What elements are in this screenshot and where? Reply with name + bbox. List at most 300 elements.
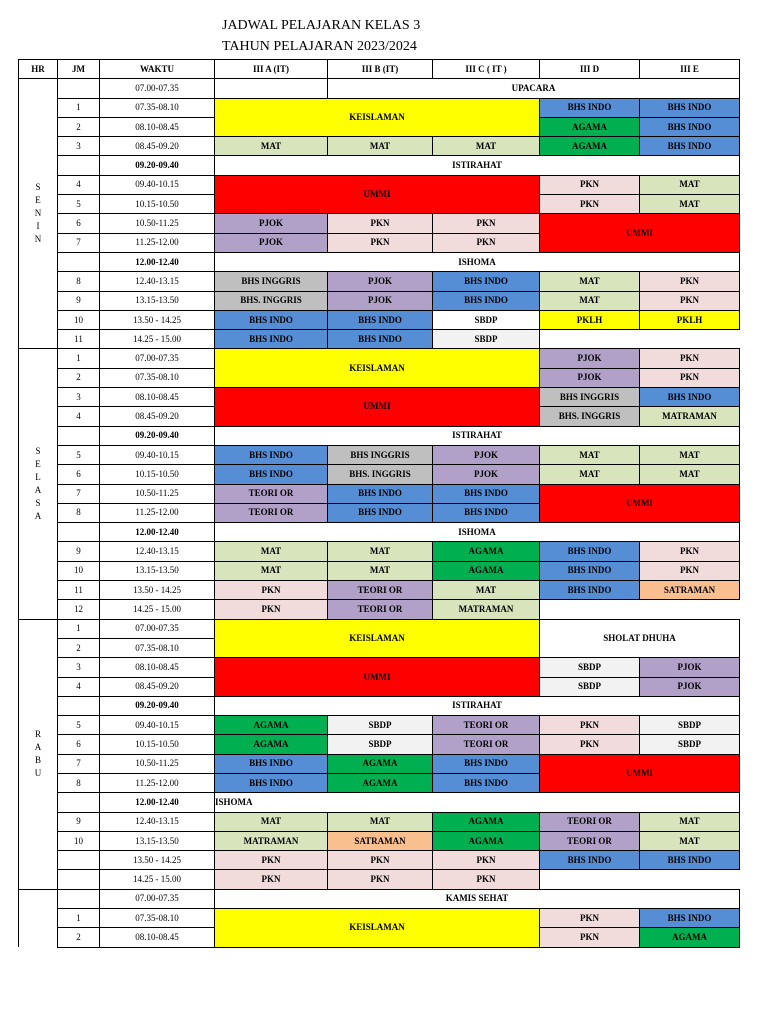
subject-cell: AGAMA [640,928,740,947]
day-letter: E [35,458,41,469]
subject-cell: BHS INDO [215,445,328,464]
time-slot: 08.10-08.45 [100,388,215,407]
subject-cell: BHS INDO [433,773,540,792]
day-letter: L [35,471,41,482]
time-slot: 12.40-13.15 [100,542,215,561]
subject-cell: AGAMA [328,773,433,792]
schedule-row [19,831,740,850]
time-slot: 13.15-13.50 [100,561,215,580]
time-slot: 09.40-10.15 [100,445,215,464]
subject-cell: TEORI OR [328,600,433,619]
subject-cell: BHS INDO [215,330,328,349]
subject-cell: AGAMA [433,542,540,561]
header-row [19,60,740,79]
subject-cell: PKN [640,349,740,368]
period-number: 11 [58,581,100,600]
subject-cell: MAT [328,812,433,831]
schedule-row [19,523,740,542]
schedule-row [19,716,740,735]
time-slot: 07.00-07.35 [100,619,215,638]
subject-cell: BHS INGGRIS [328,445,433,464]
period-number: 8 [58,503,100,522]
subject-cell: MAT [540,291,640,310]
subject-cell: BHS INDO [640,137,740,156]
schedule-row [19,581,740,600]
period-number: 6 [58,735,100,754]
subject-cell: PKLH [540,310,640,329]
time-slot: 12.00-12.40 [100,252,215,271]
subject-cell: AGAMA [540,117,640,136]
subject-cell: BHS INDO [433,503,540,522]
period-number: 10 [58,310,100,329]
time-slot: 14.25 - 15.00 [100,870,215,889]
subject-cell: PKN [640,542,740,561]
schedule-row [19,214,740,233]
time-slot: 10.50-11.25 [100,214,215,233]
subject-cell: AGAMA [433,812,540,831]
subject-cell: BHS INDO [640,909,740,928]
subject-cell: UMMI [215,175,540,214]
subject-cell: UMMI [540,484,740,523]
period-number: 3 [58,388,100,407]
day-letter: I [36,221,40,232]
subject-cell: UMMI [215,388,540,427]
day-letter: N [34,208,42,219]
subject-cell: SATRAMAN [328,831,433,850]
period-number [58,426,100,445]
period-number: 1 [58,98,100,117]
subject-cell: BHS INDO [328,503,433,522]
subject-cell: ISTIRAHAT [215,156,740,175]
subject-cell: PKN [328,233,433,252]
subject-cell: BHS. INGGRIS [328,465,433,484]
subject-cell: UMMI [540,214,740,253]
time-slot: 12.00-12.40 [100,523,215,542]
day-name [19,79,58,349]
schedule-row [19,175,740,194]
time-slot: 08.45-09.20 [100,137,215,156]
subject-cell: UPACARA [328,79,740,98]
schedule-row [19,889,740,908]
subject-cell: BHS INDO [433,291,540,310]
subject-cell: AGAMA [215,735,328,754]
subject-cell: MAT [215,137,328,156]
period-number: 2 [58,117,100,136]
subject-cell: MAT [640,445,740,464]
period-number [58,793,100,812]
time-slot: 11.25-12.00 [100,773,215,792]
subject-cell: AGAMA [433,831,540,850]
schedule-row [19,137,740,156]
schedule-row [19,330,740,349]
day-letter: A [34,485,42,496]
subject-cell: SBDP [328,735,433,754]
subject-cell: PJOK [433,465,540,484]
time-slot: 09.40-10.15 [100,716,215,735]
time-slot: 10.15-10.50 [100,735,215,754]
subject-cell: PKN [540,735,640,754]
subject-cell: KEISLAMAN [215,619,540,658]
subject-cell: AGAMA [328,754,433,773]
header-jm: JM [58,60,100,79]
period-number: 1 [58,619,100,638]
subject-cell: PJOK [540,349,640,368]
schedule-row [19,349,740,368]
subject-cell: TEORI OR [540,812,640,831]
subject-cell: TEORI OR [540,831,640,850]
subject-cell: BHS INDO [328,310,433,329]
period-number: 1 [58,909,100,928]
subject-cell: PKN [640,561,740,580]
period-number [58,156,100,175]
time-slot: 08.45-09.20 [100,407,215,426]
day-letter: A [34,742,42,753]
day-letter: S [35,498,41,509]
subject-cell: PKN [540,195,640,214]
subject-cell: PKN [328,870,433,889]
subject-cell: BHS INGGRIS [540,388,640,407]
period-number: 2 [58,928,100,947]
subject-cell: MAT [215,542,328,561]
subject-cell: PJOK [215,214,328,233]
time-slot: 08.10-08.45 [100,658,215,677]
schedule-row [19,156,740,175]
header-hr: HR [19,60,58,79]
schedule-row [19,812,740,831]
period-number: 7 [58,754,100,773]
schedule-row [19,696,740,715]
time-slot: 13.15-13.50 [100,291,215,310]
day-name [19,619,58,889]
day-letter: R [34,729,41,740]
subject-cell: SBDP [640,716,740,735]
subject-cell: PKN [433,870,540,889]
period-number [58,252,100,271]
period-number: 8 [58,272,100,291]
subject-cell: MAT [215,561,328,580]
empty-cell [540,600,740,619]
time-slot: 09.20-09.40 [100,696,215,715]
period-number: 10 [58,831,100,850]
header-class-3c: III C ( IT ) [433,60,540,79]
subject-cell: BHS INDO [328,484,433,503]
day-letter: E [35,195,41,206]
period-number: 6 [58,465,100,484]
subject-cell: MAT [433,137,540,156]
period-number [58,851,100,870]
subject-cell: UMMI [540,754,740,793]
subject-cell: AGAMA [433,561,540,580]
schedule-row [19,542,740,561]
schedule-row [19,561,740,580]
time-slot: 12.40-13.15 [100,812,215,831]
time-slot: 08.45-09.20 [100,677,215,696]
period-number: 3 [58,658,100,677]
subject-cell: MAT [640,195,740,214]
empty-cell [540,330,740,349]
subject-cell: SHOLAT DHUHA [540,619,740,658]
period-number [58,889,100,908]
period-number: 9 [58,291,100,310]
schedule-row [19,272,740,291]
time-slot: 13.50 - 14.25 [100,851,215,870]
period-number: 10 [58,561,100,580]
time-slot: 09.20-09.40 [100,156,215,175]
subject-cell: MAT [328,137,433,156]
schedule-row [19,735,740,754]
time-slot: 12.00-12.40 [100,793,215,812]
subject-cell: PKN [215,600,328,619]
schedule-row [19,870,740,889]
subject-cell: ISHOMA [215,252,740,271]
day-name [19,889,58,947]
schedule-row [19,793,740,812]
time-slot: 08.10-08.45 [100,928,215,947]
subject-cell: BHS. INGGRIS [215,291,328,310]
time-slot: 07.35-08.10 [100,368,215,387]
header-class-3b: III B (IT) [328,60,433,79]
subject-cell: PKN [215,851,328,870]
schedule-row [19,484,740,503]
time-slot: 11.25-12.00 [100,233,215,252]
subject-cell: SBDP [640,735,740,754]
time-slot: 12.40-13.15 [100,272,215,291]
title-line-1: JADWAL PELAJARAN KELAS 3 [222,18,421,33]
subject-cell: MAT [640,175,740,194]
subject-cell: MATRAMAN [215,831,328,850]
subject-cell: TEORI OR [215,484,328,503]
header-waktu: WAKTU [100,60,215,79]
period-number: 4 [58,407,100,426]
subject-cell: MATRAMAN [640,407,740,426]
header-class-3a: III A (IT) [215,60,328,79]
day-letter: B [34,755,41,766]
subject-cell: BHS INDO [215,754,328,773]
header-class-3e: III E [640,60,740,79]
subject-cell: PKN [433,851,540,870]
empty-cell [540,870,740,889]
subject-cell: MAT [540,465,640,484]
subject-cell: TEORI OR [215,503,328,522]
subject-cell: TEORI OR [433,735,540,754]
subject-cell: KAMIS SEHAT [215,889,740,908]
subject-cell: BHS INDO [640,98,740,117]
period-number [58,523,100,542]
period-number: 4 [58,677,100,696]
subject-cell: PKN [433,233,540,252]
schedule-row [19,658,740,677]
subject-cell: BHS INDO [328,330,433,349]
subject-cell: MAT [215,812,328,831]
subject-cell: KEISLAMAN [215,909,540,948]
subject-cell: PKN [328,851,433,870]
subject-cell: BHS INDO [640,851,740,870]
schedule-table [18,59,740,948]
subject-cell: BHS INDO [540,561,640,580]
subject-cell: BHS INDO [215,310,328,329]
schedule-row [19,388,740,407]
time-slot: 08.10-08.45 [100,117,215,136]
period-number [58,696,100,715]
schedule-row [19,619,740,638]
subject-cell: PJOK [328,272,433,291]
time-slot: 07.35-08.10 [100,98,215,117]
period-number: 2 [58,368,100,387]
day-letter: S [35,445,41,456]
time-slot: 10.15-10.50 [100,465,215,484]
subject-cell: PJOK [328,291,433,310]
period-number: 8 [58,773,100,792]
time-slot: 09.40-10.15 [100,175,215,194]
schedule-row [19,79,740,98]
subject-cell: PKN [215,581,328,600]
subject-cell: PJOK [640,658,740,677]
subject-cell: BHS INDO [540,581,640,600]
subject-cell: PKN [640,272,740,291]
time-slot: 07.00-07.35 [100,349,215,368]
subject-cell: AGAMA [540,137,640,156]
subject-cell: MATRAMAN [433,600,540,619]
subject-cell: MAT [640,831,740,850]
time-slot: 07.00-07.35 [100,79,215,98]
period-number: 4 [58,175,100,194]
subject-cell: MAT [433,581,540,600]
day-letter: S [35,182,41,193]
subject-cell: PKN [328,214,433,233]
time-slot: 07.35-08.10 [100,638,215,657]
subject-cell: PKN [540,716,640,735]
subject-cell: ISTIRAHAT [215,696,740,715]
subject-cell: PJOK [433,445,540,464]
empty-cell [215,79,328,98]
subject-cell: MAT [328,561,433,580]
subject-cell: KEISLAMAN [215,349,540,388]
time-slot: 10.50-11.25 [100,484,215,503]
subject-cell: PKN [433,214,540,233]
subject-cell: SBDP [433,330,540,349]
period-number: 9 [58,542,100,561]
period-number: 7 [58,484,100,503]
time-slot: 11.25-12.00 [100,503,215,522]
subject-cell: BHS INDO [540,542,640,561]
period-number: 5 [58,445,100,464]
period-number: 3 [58,137,100,156]
subject-cell: TEORI OR [328,581,433,600]
subject-cell: MAT [640,812,740,831]
period-number: 1 [58,349,100,368]
time-slot: 07.35-08.10 [100,909,215,928]
time-slot: 13.50 - 14.25 [100,581,215,600]
title-line-2: TAHUN PELAJARAN 2023/2024 [222,39,417,54]
subject-cell: PKN [640,368,740,387]
subject-cell: BHS INDO [640,388,740,407]
subject-cell: BHS INGGRIS [215,272,328,291]
subject-cell: MAT [540,445,640,464]
subject-cell: PJOK [215,233,328,252]
subject-cell: BHS INDO [540,98,640,117]
period-number [58,870,100,889]
subject-cell: MAT [328,542,433,561]
time-slot: 14.25 - 15.00 [100,330,215,349]
schedule-row [19,754,740,773]
period-number: 9 [58,812,100,831]
schedule-row [19,252,740,271]
subject-cell: PJOK [640,677,740,696]
subject-cell: SATRAMAN [640,581,740,600]
schedule-row [19,291,740,310]
time-slot: 14.25 - 15.00 [100,600,215,619]
day-name [19,349,58,619]
schedule-row [19,445,740,464]
subject-cell: BHS INDO [215,773,328,792]
subject-cell: PKN [215,870,328,889]
schedule-row [19,909,740,928]
subject-cell: SBDP [433,310,540,329]
subject-cell: PKN [540,175,640,194]
period-number: 5 [58,716,100,735]
subject-cell: SBDP [540,677,640,696]
subject-cell: SBDP [328,716,433,735]
schedule-row [19,600,740,619]
subject-cell: BHS INDO [640,117,740,136]
time-slot: 10.50-11.25 [100,754,215,773]
subject-cell: PKN [640,291,740,310]
schedule-row [19,98,740,117]
period-number: 2 [58,638,100,657]
subject-cell: PKN [540,909,640,928]
day-letter: A [34,511,42,522]
subject-cell: MAT [640,465,740,484]
schedule-row [19,426,740,445]
time-slot: 09.20-09.40 [100,426,215,445]
header-class-3d: III D [540,60,640,79]
subject-cell: UMMI [215,658,540,697]
subject-cell: TEORI OR [433,716,540,735]
subject-cell: ISHOMA [215,523,740,542]
subject-cell: AGAMA [215,716,328,735]
schedule-row [19,465,740,484]
subject-cell: ISTIRAHAT [215,426,740,445]
schedule-row [19,310,740,329]
schedule-row [19,851,740,870]
time-slot: 13.50 - 14.25 [100,310,215,329]
subject-cell: PKN [540,928,640,947]
day-letter: U [34,768,42,779]
subject-cell: PJOK [540,368,640,387]
period-number: 11 [58,330,100,349]
subject-cell: SBDP [540,658,640,677]
subject-cell: PKLH [640,310,740,329]
time-slot: 10.15-10.50 [100,195,215,214]
subject-cell: BHS INDO [540,851,640,870]
period-number [58,79,100,98]
time-slot: 07.00-07.35 [100,889,215,908]
period-number: 5 [58,195,100,214]
subject-cell: BHS INDO [433,754,540,773]
period-number: 12 [58,600,100,619]
subject-cell: MAT [540,272,640,291]
subject-cell: BHS INDO [433,484,540,503]
subject-cell: BHS INDO [433,272,540,291]
subject-cell: BHS INDO [215,465,328,484]
subject-cell: KEISLAMAN [215,98,540,137]
subject-cell: BHS. INGGRIS [540,407,640,426]
subject-cell: ISHOMA [215,793,740,812]
period-number: 6 [58,214,100,233]
time-slot: 13.15-13.50 [100,831,215,850]
period-number: 7 [58,233,100,252]
day-letter: N [34,234,42,245]
